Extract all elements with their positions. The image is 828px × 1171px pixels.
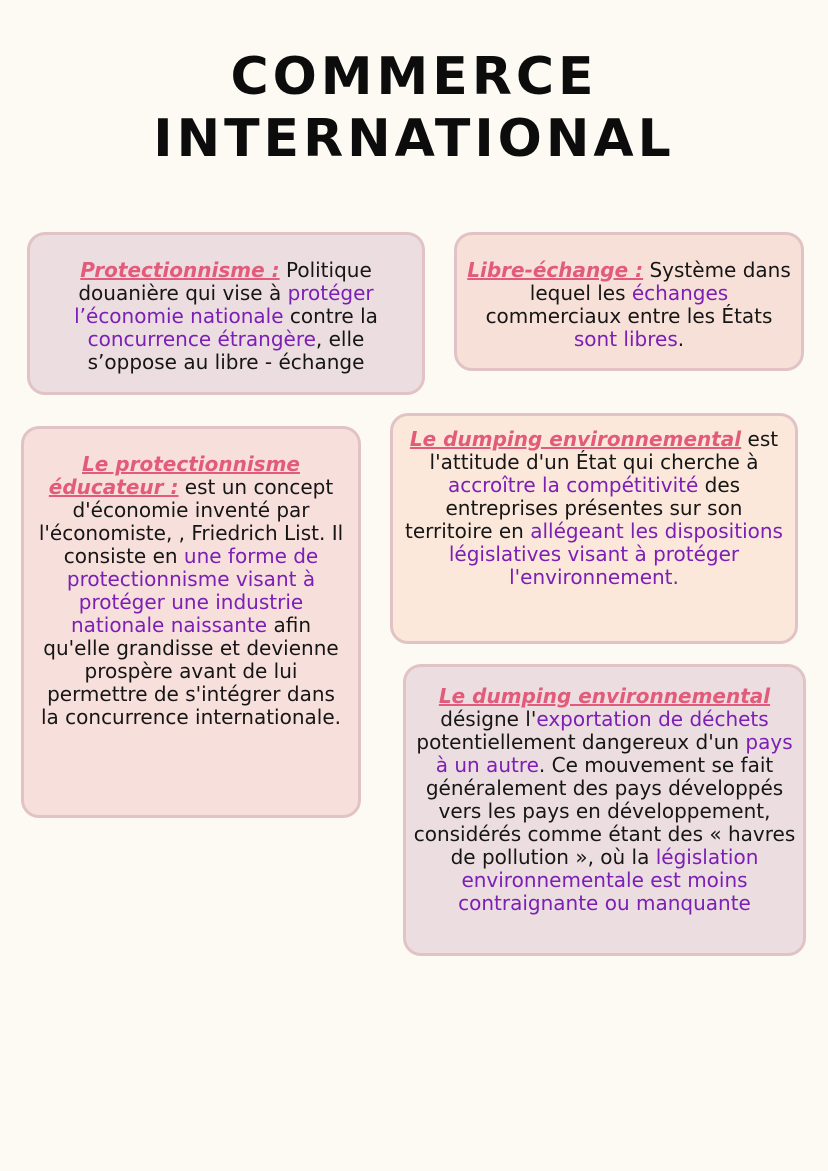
term-heading: Protectionnisme :: [80, 258, 280, 282]
title-line-2: INTERNATIONAL: [153, 109, 675, 169]
highlight-segment: législation environnementale est moins contraignante ou manquante: [458, 845, 759, 915]
term-heading: Le dumping environnemental: [438, 684, 771, 708]
text-segment: des entreprises présentes sur son territoire en: [405, 473, 743, 543]
card-protectionnisme-educateur: [21, 426, 361, 818]
highlight-segment: protéger l’économie nationale: [74, 281, 374, 328]
text-segment: Politique douanière qui vise à: [78, 258, 372, 305]
definition-text: [412, 685, 797, 915]
page-title: [0, 46, 828, 170]
highlight-segment: exportation de déchets: [536, 707, 769, 731]
term-heading: Le dumping environnemental: [409, 427, 742, 451]
title-line-1: COMMERCE: [230, 47, 598, 107]
text-segment: .: [677, 327, 685, 351]
text-segment: commerciaux entre les États: [485, 304, 773, 328]
definition-text: [40, 259, 412, 374]
highlight-segment: échanges: [631, 281, 729, 305]
card-dumping-environnemental-2: [403, 664, 806, 956]
definition-text: [401, 428, 787, 589]
highlight-segment: une forme de protectionnisme visant à protéger une industrie nationale naissante: [66, 544, 319, 637]
card-dumping-environnemental-1: [390, 413, 798, 644]
text-segment: Système dans lequel les: [529, 258, 791, 305]
text-segment: potentiellement dangereux d'un: [416, 730, 746, 754]
highlight-segment: concurrence étrangère: [87, 327, 316, 351]
highlight-segment: sont libres: [573, 327, 678, 351]
definition-text: [36, 453, 346, 729]
card-protectionnisme: [27, 232, 425, 395]
definition-text: [463, 259, 795, 351]
text-segment: contre la: [283, 304, 378, 328]
highlight-segment: accroître la compétitivité: [447, 473, 699, 497]
text-segment: désigne l': [440, 707, 537, 731]
card-libre-echange: [454, 232, 804, 371]
term-heading: Libre-échange :: [467, 258, 644, 282]
highlight-segment: allégeant les dispositions législatives visant à protéger l'environnement.: [448, 519, 783, 589]
text-segment: est un concept d'économie inventé par l'économiste, , Friedrich List. Il consiste en: [38, 475, 344, 568]
text-segment: . Ce mouvement se fait généralement des pays développés vers les pays en développement, considérés comme étant des « havres de pollution », où la: [413, 753, 796, 869]
text-segment: est l'attitude d'un État qui cherche à: [429, 427, 779, 474]
highlight-segment: pays à un autre: [435, 730, 793, 777]
text-segment: , elle s’oppose au libre - échange: [87, 327, 365, 374]
term-heading: Le protectionnisme éducateur :: [48, 452, 300, 499]
text-segment: afin qu'elle grandisse et devienne prospère avant de lui permettre de s'intégrer dans la concurrence internationale.: [40, 613, 341, 729]
